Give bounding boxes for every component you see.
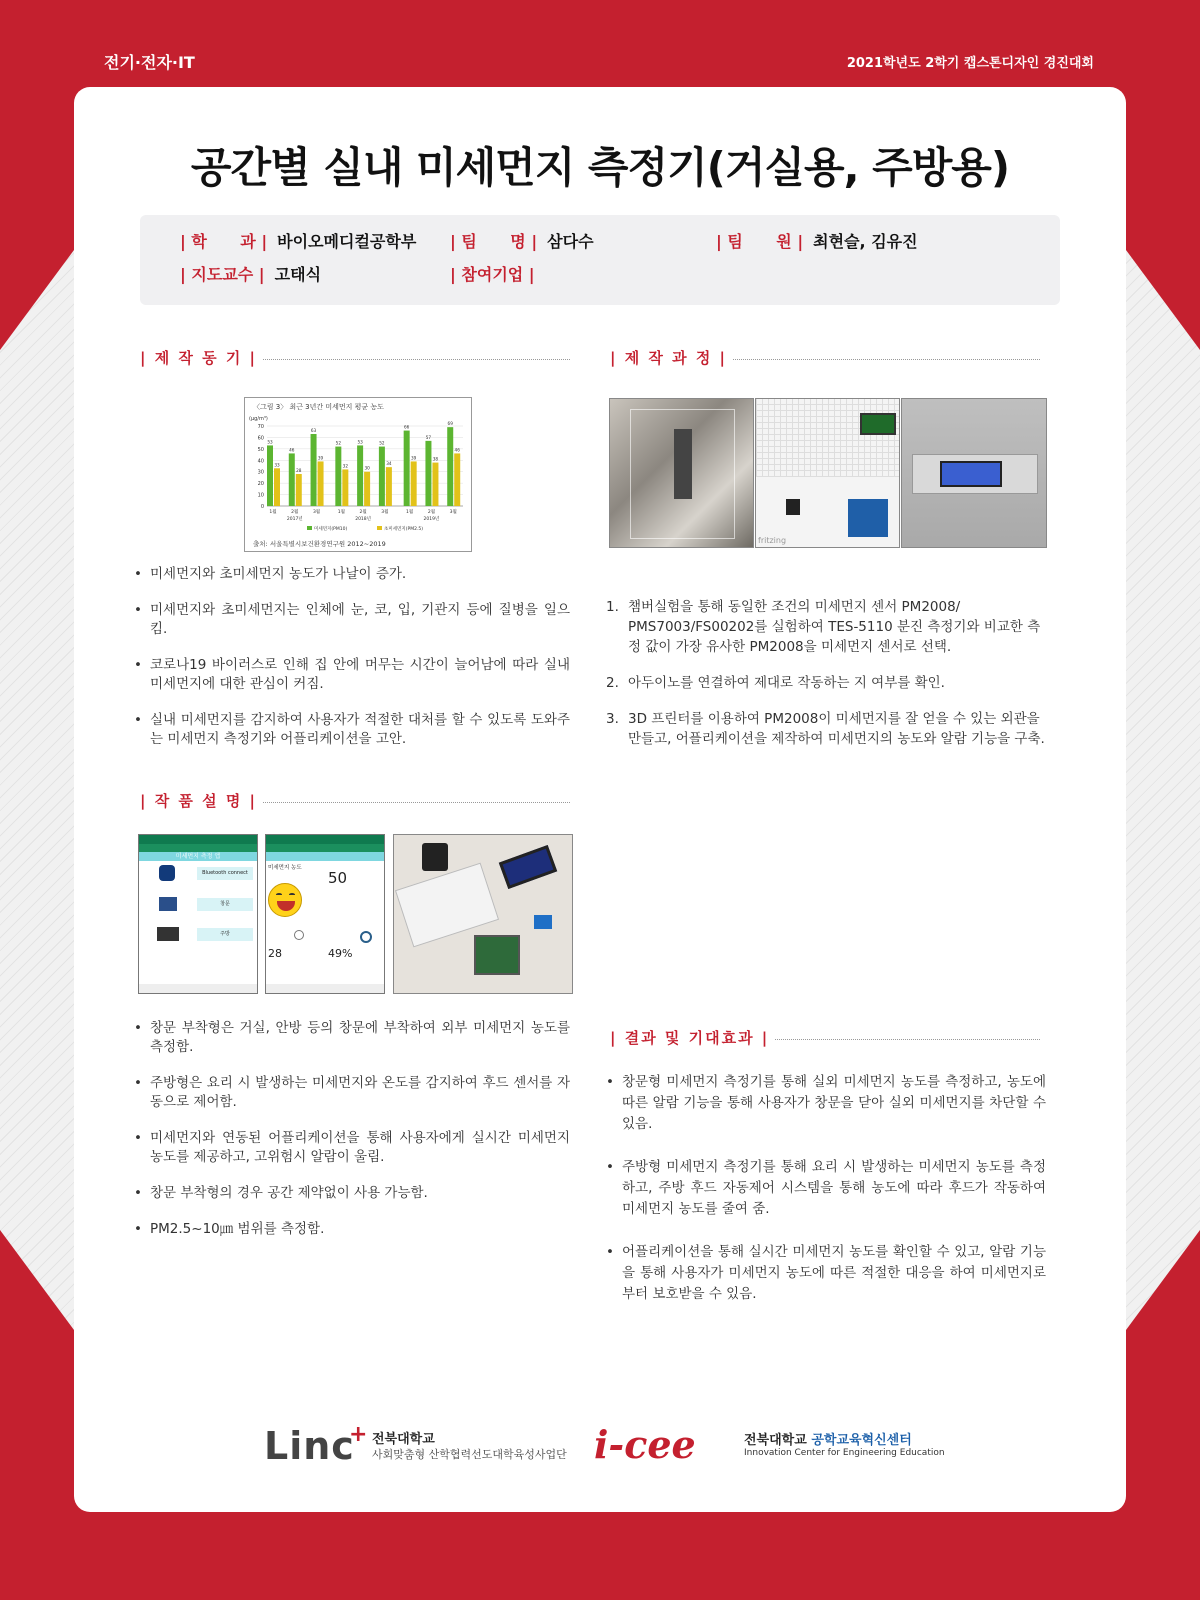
bluetooth-connect-button[interactable]: Bluetooth connect	[197, 867, 253, 880]
section-description-heading	[140, 790, 570, 811]
poster-title: 공간별 실내 미세먼지 측정기(거실용, 주방용)	[190, 143, 1010, 192]
x-tick-label: 3월	[381, 510, 389, 515]
motivation-heading-text: | 제 작 동 기 |	[140, 349, 258, 367]
section-motivation-heading	[140, 347, 570, 368]
right-stripe-panel	[1126, 250, 1200, 1330]
chart-bar	[411, 461, 417, 506]
data-label: 32	[342, 463, 349, 469]
chart-title: 〈그림 3〉 최근 3년간 미세먼지 평균 농도	[253, 403, 384, 411]
sensor-part	[786, 499, 800, 515]
step-number: 2.	[606, 675, 619, 691]
description-heading-text: | 작 품 설 명 |	[140, 792, 258, 810]
data-label: 34	[386, 461, 392, 467]
list-item: • 창문형 미세먼지 측정기를 통해 실외 미세먼지 농도를 측정하고, 농도에 따른 알람 기능을 통해 사용자가 창문을 닫아 실외 미세먼지를 차단할 수 있음.	[606, 1072, 1046, 1135]
breadboard-grid	[756, 399, 899, 477]
list-item: • 어플리케이션을 통해 실시간 미세먼지 농도를 확인할 수 있고, 알람 기능을 통해 사용자가 미세먼지 농도에 따른 적절한 대응을 하여 미세먼지로부터 보호받을 수 있음.	[606, 1242, 1046, 1305]
app-screenshot-main	[138, 834, 258, 994]
left-stripe-panel	[0, 250, 74, 1330]
team-info-box	[140, 215, 1060, 305]
app-screen-title: 미세먼지 측정 앱	[139, 852, 257, 861]
list-item	[606, 673, 1046, 693]
arduino-part	[848, 499, 888, 537]
dept-value: 바이오메디컬공학부	[277, 232, 417, 251]
dust-bar-chart	[245, 408, 471, 543]
motivation-bullets	[134, 565, 570, 766]
x-tick-label: 1월	[269, 510, 277, 515]
info-dept	[180, 229, 416, 252]
smiley-face-icon	[268, 883, 302, 917]
dust-chart-figure	[244, 397, 472, 552]
left-top-wedge	[0, 250, 74, 350]
results-heading-text: | 결과 및 기대효과 |	[610, 1029, 770, 1047]
data-label: 33	[274, 462, 280, 468]
sensor-board-shape	[474, 935, 520, 975]
members-label: | 팀 원 |	[716, 232, 804, 251]
heading-divider	[733, 359, 1040, 360]
data-label: 39	[317, 455, 324, 461]
icee-univ-text: 전북대학교	[744, 1433, 807, 1448]
list-item: • 주방형 미세먼지 측정기를 통해 요리 시 발생하는 미세먼지 농도를 측정하고, 주방 후드 자동제어 시스템을 통해 농도에 따라 후드가 작동하여 미세먼지 농도를 줄여 줌.	[606, 1157, 1046, 1220]
chart-bar	[289, 453, 295, 506]
phone-app-bar	[266, 844, 384, 852]
chart-bar	[335, 447, 341, 506]
icee-university-name	[744, 1429, 912, 1448]
humidity-icon	[360, 931, 372, 943]
info-advisor	[180, 262, 321, 285]
icee-english-name: Innovation Center for Engineering Education	[744, 1448, 945, 1458]
group-label: 2019년	[423, 517, 440, 522]
linc-university-name: 전북대학교	[372, 1432, 435, 1447]
results-bullets	[606, 1072, 1046, 1322]
x-tick-label: 1월	[337, 510, 345, 515]
list-item: • 창문 부착형의 경우 공간 제약없이 사용 가능함.	[134, 1184, 570, 1203]
linc-plus-icon: +	[349, 1422, 368, 1447]
phone-nav-bar	[266, 984, 384, 993]
humidity-value: 49%	[328, 947, 353, 960]
legend-label: 미세먼지(PM10)	[314, 527, 348, 532]
data-label: 39	[410, 455, 417, 461]
phone-status-bar	[266, 835, 384, 844]
heading-divider	[775, 1039, 1040, 1040]
step-number: 3.	[606, 711, 619, 727]
category-label: 전기·전자·IT	[104, 53, 195, 72]
list-item: • PM2.5~10㎛ 범위를 측정함.	[134, 1220, 570, 1239]
list-item: • 실내 미세먼지를 감지하여 사용자가 적절한 대처를 할 수 있도록 도와주는 미세먼지 측정기와 어플리케이션을 고안.	[134, 711, 570, 749]
chart-bar	[425, 441, 431, 506]
chart-bar	[432, 463, 438, 506]
footer-logos	[74, 1424, 1126, 1474]
left-bottom-wedge	[0, 1230, 74, 1330]
data-label: 38	[432, 456, 439, 462]
step-text: 아두이노를 연결하여 제대로 작동하는 지 여부를 확인.	[628, 675, 945, 691]
chart-bar	[274, 468, 280, 506]
kitchen-icon	[157, 927, 179, 941]
list-item: • 창문 부착형은 거실, 안방 등의 창문에 부착하여 외부 미세먼지 농도를 측정함.	[134, 1019, 570, 1057]
y-axis-unit: (μg/m³)	[249, 416, 268, 422]
fritzing-circuit-diagram	[755, 398, 900, 548]
y-tick-label: 10	[257, 492, 264, 499]
list-item	[606, 597, 1046, 657]
y-tick-label: 60	[257, 435, 264, 442]
advisor-value: 고태식	[274, 265, 322, 284]
info-company	[450, 262, 545, 285]
data-label: 52	[379, 440, 385, 446]
info-members	[716, 229, 918, 252]
chart-bar	[379, 447, 385, 506]
thermometer-icon	[294, 930, 304, 940]
x-tick-label: 2월	[359, 510, 367, 515]
advisor-label: | 지도교수 |	[180, 265, 265, 284]
lcd-screen	[940, 461, 1002, 487]
data-label: 69	[447, 421, 453, 427]
group-label: 2017년	[286, 517, 303, 522]
team-label: | 팀 명 |	[450, 232, 538, 251]
data-label: 52	[335, 440, 342, 446]
temperature-value: 28	[268, 947, 282, 960]
dht-sensor-shape	[534, 915, 552, 929]
data-label: 66	[403, 424, 410, 430]
kitchen-mode-button[interactable]: 주방	[197, 928, 253, 941]
phone-app-bar	[139, 844, 257, 852]
sensor-rig	[674, 429, 692, 499]
data-label: 46	[454, 447, 460, 453]
fritzing-label: fritzing	[758, 536, 787, 545]
x-tick-label: 2월	[427, 510, 436, 515]
hardware-photo	[393, 834, 573, 994]
right-top-wedge	[1126, 250, 1200, 350]
y-tick-label: 20	[257, 481, 264, 488]
y-tick-label: 30	[257, 469, 264, 476]
chart-bar	[357, 445, 363, 506]
list-item: • 주방형은 요리 시 발생하는 미세먼지와 온도를 감지하여 후드 센서를 자동으로 제어함.	[134, 1074, 570, 1112]
info-team	[450, 229, 594, 252]
phone-nav-bar	[139, 984, 257, 993]
list-item: • 미세먼지와 초미세먼지 농도가 나날이 증가.	[134, 565, 570, 584]
app-screenshot-monitor	[265, 834, 385, 994]
chart-bar	[364, 472, 370, 506]
chart-bar	[447, 427, 453, 506]
icee-center-text: 공학교육혁신센터	[811, 1433, 912, 1448]
chart-bar	[267, 445, 273, 506]
y-tick-label: 0	[260, 504, 264, 510]
servo-shape	[422, 843, 448, 871]
x-tick-label: 3월	[449, 510, 457, 515]
app-screen-title	[266, 852, 384, 861]
chart-bar	[386, 467, 392, 506]
company-label: | 참여기업 |	[450, 265, 535, 284]
lcd-module-shape	[499, 845, 557, 889]
window-icon	[159, 897, 177, 911]
data-label: 63	[310, 428, 317, 433]
process-heading-text: | 제 작 과 정 |	[610, 349, 728, 367]
contest-label: 2021학년도 2학기 캡스톤디자인 경진대회	[846, 56, 1094, 71]
section-process-heading	[610, 347, 1040, 368]
dust-label: 미세먼지 농도	[268, 865, 302, 871]
list-item: • 미세먼지와 초미세먼지는 인체에 눈, 코, 입, 기관지 등에 질병을 일으킴.	[134, 601, 570, 639]
data-label: 30	[364, 465, 370, 471]
lcd-part	[860, 413, 896, 435]
y-tick-label: 70	[257, 424, 264, 430]
data-label: 53	[357, 439, 363, 445]
step-text: 챔버실험을 통해 동일한 조건의 미세먼지 센서 PM2008/ PMS7003/FS00202를 실험하여 TES-5110 분진 측정기와 비교한 측정 값이 가장 유사한 PM2008을 미세먼지 센서로 선택.	[628, 599, 1041, 655]
linc-program-name: 사회맞춤형 산학협력선도대학육성사업단	[372, 1448, 567, 1461]
x-tick-label: 2월	[291, 510, 299, 515]
chart-source: 출처: 서울특별시보건환경연구원 2012~2019	[253, 540, 386, 548]
heading-divider	[263, 802, 570, 803]
x-tick-label: 1월	[406, 510, 414, 515]
legend-swatch	[307, 526, 312, 530]
data-label: 53	[267, 439, 273, 445]
phone-status-bar	[139, 835, 257, 844]
description-bullets	[134, 1019, 570, 1256]
dept-label: | 학 과 |	[180, 232, 268, 251]
data-label: 46	[289, 447, 295, 453]
step-text: 3D 프린터를 이용하여 PM2008이 미세먼지를 잘 얻을 수 있는 외관을 만들고, 어플리케이션을 제작하여 미세먼지의 농도와 알람 기능을 구축.	[628, 711, 1045, 747]
right-bottom-wedge	[1126, 1230, 1200, 1330]
legend-swatch	[377, 526, 382, 530]
data-label: 28	[296, 468, 302, 473]
data-label: 57	[425, 434, 432, 440]
chart-bar	[404, 431, 410, 506]
team-value: 삼다수	[547, 232, 594, 251]
section-results-heading	[610, 1027, 1040, 1048]
icee-logo: i-cee	[594, 1422, 696, 1467]
lcd-display-photo	[901, 398, 1047, 548]
poster-card	[74, 87, 1126, 1512]
window-mode-button[interactable]: 창문	[197, 898, 253, 911]
dust-value: 50	[328, 869, 348, 887]
chamber-experiment-photo	[609, 398, 754, 548]
x-tick-label: 3월	[312, 510, 321, 515]
chart-bar	[454, 453, 460, 506]
y-tick-label: 50	[257, 446, 264, 453]
list-item	[606, 709, 1046, 749]
chart-bar	[342, 469, 348, 506]
heading-divider	[263, 359, 570, 360]
chart-bar	[318, 461, 324, 506]
list-item: • 미세먼지와 연동된 어플리케이션을 통해 사용자에게 실시간 미세먼지 농도를 제공하고, 고위험시 알람이 울림.	[134, 1129, 570, 1167]
linc-logo: Linc	[264, 1424, 355, 1468]
step-number: 1.	[606, 599, 619, 615]
y-tick-label: 40	[257, 458, 264, 465]
process-steps	[606, 597, 1046, 765]
chart-bar	[311, 434, 317, 506]
chart-bar	[296, 474, 302, 506]
list-item: • 코로나19 바이러스로 인해 집 안에 머무는 시간이 늘어남에 따라 실내 미세먼지에 대한 관심이 커짐.	[134, 656, 570, 694]
members-value: 최현슬, 김유진	[813, 232, 918, 251]
group-label: 2018년	[355, 517, 372, 522]
bluetooth-icon	[159, 865, 175, 881]
legend-label: 초미세먼지(PM2.5)	[384, 527, 423, 532]
